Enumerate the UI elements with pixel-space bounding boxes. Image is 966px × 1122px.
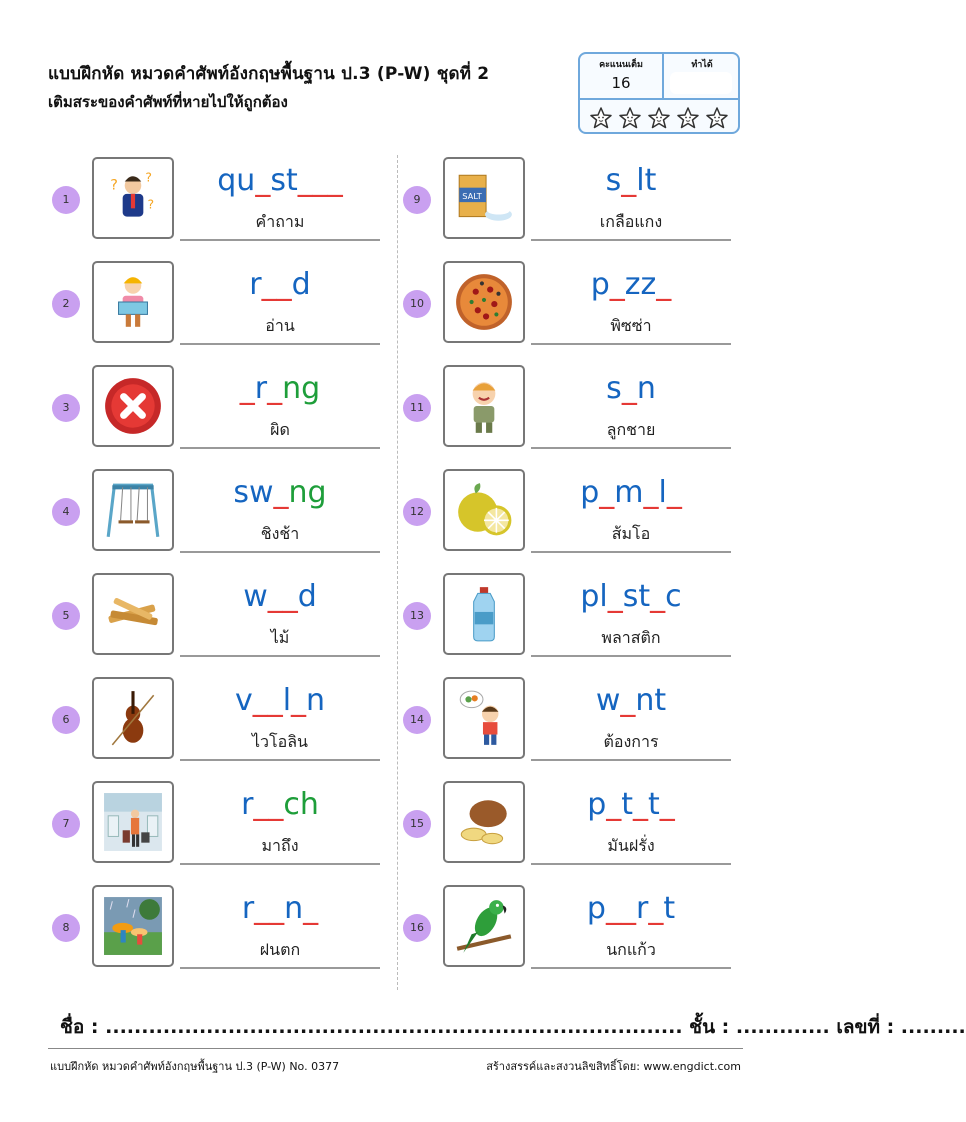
word-letters: p — [590, 267, 610, 302]
answer-underline — [180, 239, 380, 241]
answer-underline — [180, 967, 380, 969]
blank-slot[interactable]: _ — [606, 787, 622, 822]
item-picture-frame — [92, 261, 174, 343]
missing-vowel-word[interactable] — [531, 163, 731, 198]
item-picture-frame — [443, 157, 525, 239]
star-icon — [588, 106, 614, 130]
word-letters: lt — [636, 163, 657, 198]
blank-slot[interactable]: _ — [607, 579, 623, 614]
thai-meaning: ลูกชาย — [606, 420, 656, 439]
thai-meaning: ชิงช้า — [260, 524, 300, 543]
full-score-value: 16 — [611, 74, 631, 92]
item-number: 14 — [403, 706, 431, 734]
answer-underline — [531, 239, 731, 241]
answer-underline — [531, 967, 731, 969]
student-info-line: ชื่อ : ................................................................................ ชั้น : ............. เลขที่ : ......... — [60, 1016, 966, 1038]
blank-slot[interactable]: _ — [267, 371, 283, 406]
missing-vowel-word[interactable] — [531, 579, 731, 614]
blank-slot[interactable]: __ — [605, 891, 636, 926]
thai-meaning: นกแก้ว — [606, 940, 656, 959]
missing-vowel-word[interactable] — [531, 683, 731, 718]
thai-meaning: เกลือแกง — [599, 212, 663, 231]
footer-copyright: สร้างสรรค์และสงวนลิขสิทธิ์โดย: www.engdict.com — [486, 1060, 741, 1073]
word-letters: l — [282, 683, 292, 718]
svg-text:?: ? — [145, 169, 152, 185]
blank-slot[interactable]: _ — [643, 475, 659, 510]
thai-meaning: ไวโอลิน — [252, 732, 308, 751]
item-number: 7 — [52, 810, 80, 838]
missing-vowel-word[interactable] — [531, 475, 731, 510]
blank-slot[interactable]: __ — [253, 787, 284, 822]
word-letters: st — [622, 579, 651, 614]
answer-underline — [531, 447, 731, 449]
blank-slot[interactable]: _ — [609, 267, 625, 302]
missing-vowel-word[interactable] — [180, 163, 380, 198]
blank-slot[interactable]: ___ — [297, 163, 343, 198]
thai-meaning: ส้มโอ — [611, 524, 651, 543]
svg-text:SALT: SALT — [462, 191, 482, 202]
swing-icon — [102, 479, 164, 541]
word-letters: m — [614, 475, 644, 510]
blank-slot[interactable]: __ — [267, 579, 298, 614]
word-letters: ch — [283, 787, 319, 822]
word-letters: l — [658, 475, 667, 510]
footer-worksheet-id: แบบฝึกหัด หมวดคำศัพท์อังกฤษพื้นฐาน ป.3 (P-W) No. 0377 — [50, 1060, 340, 1073]
word-letters: r — [241, 891, 255, 926]
star-icon — [617, 106, 643, 130]
thai-meaning: มันฝรั่ง — [607, 836, 655, 855]
item-number: 12 — [403, 498, 431, 526]
answer-underline — [180, 343, 380, 345]
got-score-cell — [664, 54, 740, 100]
thai-meaning: พลาสติก — [601, 628, 661, 647]
blank-slot[interactable]: __ — [254, 891, 285, 926]
word-letters: sw — [233, 475, 274, 510]
parrot-icon — [453, 895, 515, 957]
word-letters: p — [587, 787, 607, 822]
item-number: 2 — [52, 290, 80, 318]
answer-underline — [180, 655, 380, 657]
thai-meaning: ผิด — [270, 420, 290, 439]
star-icon — [704, 106, 730, 130]
blank-slot[interactable]: _ — [620, 683, 636, 718]
svg-text:?: ? — [110, 177, 118, 194]
blank-slot[interactable]: _ — [650, 579, 666, 614]
blank-slot[interactable]: __ — [261, 267, 292, 302]
pomelo-icon — [453, 479, 515, 541]
thai-meaning: พิซซ่า — [610, 316, 652, 335]
blank-slot[interactable]: _ — [273, 475, 289, 510]
word-letters: w — [595, 683, 621, 718]
missing-vowel-word[interactable] — [180, 787, 380, 822]
missing-vowel-word[interactable] — [531, 267, 731, 302]
item-picture-frame — [92, 781, 174, 863]
wood-icon — [102, 583, 164, 645]
word-letters: r — [249, 267, 262, 302]
blank-slot[interactable]: _ — [648, 891, 664, 926]
score-box — [578, 52, 740, 134]
word-letters: v — [234, 683, 253, 718]
arrival-icon — [102, 791, 164, 853]
got-score-label: ทำได้ — [691, 60, 713, 70]
item-picture-frame — [443, 677, 525, 759]
answer-underline — [180, 863, 380, 865]
item-number: 9 — [403, 186, 431, 214]
word-letters: t — [648, 787, 660, 822]
item-number: 4 — [52, 498, 80, 526]
word-letters: nt — [635, 683, 667, 718]
word-letters: pl — [580, 579, 608, 614]
item-number: 8 — [52, 914, 80, 942]
thai-meaning: อ่าน — [265, 316, 295, 335]
got-score-field[interactable] — [670, 72, 732, 94]
thai-meaning: คำถาม — [255, 212, 305, 231]
word-letters: ng — [288, 475, 327, 510]
rain-icon — [102, 895, 164, 957]
thai-meaning: ไม้ — [270, 628, 290, 647]
answer-underline — [531, 655, 731, 657]
item-number: 3 — [52, 394, 80, 422]
word-letters: p — [580, 475, 600, 510]
answer-underline — [180, 447, 380, 449]
svg-text:?: ? — [147, 196, 155, 212]
blank-slot[interactable]: _ — [255, 163, 271, 198]
word-letters: w — [243, 579, 268, 614]
missing-vowel-word[interactable] — [180, 475, 380, 510]
answer-underline — [531, 551, 731, 553]
violin-icon — [102, 687, 164, 749]
missing-vowel-word[interactable] — [180, 267, 380, 302]
item-number: 15 — [403, 810, 431, 838]
word-letters: c — [665, 579, 682, 614]
item-number: 11 — [403, 394, 431, 422]
want-boy-icon — [453, 687, 515, 749]
answer-underline — [180, 551, 380, 553]
item-picture-frame — [92, 157, 174, 239]
page-title: แบบฝึกหัด หมวดคำศัพท์อังกฤษพื้นฐาน ป.3 (P-W) ชุดที่ 2 — [48, 64, 490, 84]
answer-underline — [180, 759, 380, 761]
footer-rule — [48, 1048, 743, 1049]
item-picture-frame — [92, 365, 174, 447]
full-score-label: คะแนนเต็ม — [599, 60, 643, 70]
word-letters: s — [605, 163, 622, 198]
item-picture-frame — [92, 677, 174, 759]
missing-vowel-word[interactable] — [180, 371, 380, 406]
item-picture-frame — [92, 469, 174, 551]
word-letters: qu — [217, 163, 256, 198]
star-icon — [675, 106, 701, 130]
page-subtitle: เติมสระของคำศัพท์ที่หายไปให้ถูกต้อง — [48, 93, 288, 111]
item-number: 13 — [403, 602, 431, 630]
word-letters: st — [270, 163, 298, 198]
blank-slot[interactable]: _ — [599, 475, 615, 510]
column-divider — [397, 155, 398, 990]
word-letters: n — [284, 891, 304, 926]
word-letters: d — [297, 579, 317, 614]
blank-slot[interactable]: _ — [666, 475, 682, 510]
salt-icon — [453, 167, 515, 229]
item-picture-frame — [443, 781, 525, 863]
star-rating — [588, 106, 730, 130]
word-letters: p — [586, 891, 606, 926]
word-letters: t — [621, 787, 634, 822]
item-number: 10 — [403, 290, 431, 318]
missing-vowel-word[interactable] — [531, 787, 731, 822]
full-score-cell — [580, 54, 664, 100]
blank-slot[interactable]: _ — [656, 267, 672, 302]
potato-icon — [453, 791, 515, 853]
answer-underline — [531, 343, 731, 345]
blank-slot[interactable]: _ — [633, 787, 649, 822]
word-letters: zz — [624, 267, 657, 302]
item-number: 5 — [52, 602, 80, 630]
blank-slot[interactable]: _ — [239, 371, 255, 406]
word-letters: n — [306, 683, 326, 718]
missing-vowel-word[interactable] — [531, 371, 731, 406]
item-number: 1 — [52, 186, 80, 214]
boy-icon — [453, 375, 515, 437]
blank-slot[interactable]: _ — [659, 787, 675, 822]
word-letters: d — [291, 267, 311, 302]
item-picture-frame — [443, 469, 525, 551]
item-number: 16 — [403, 914, 431, 942]
blank-slot[interactable]: _ — [621, 371, 637, 406]
blank-slot[interactable]: __ — [252, 683, 283, 718]
answer-underline — [531, 863, 731, 865]
missing-vowel-word[interactable] — [180, 891, 380, 926]
star-icon — [646, 106, 672, 130]
word-letters: ng — [282, 371, 321, 406]
blank-slot[interactable]: _ — [621, 163, 637, 198]
item-picture-frame — [92, 885, 174, 967]
missing-vowel-word[interactable] — [180, 683, 380, 718]
word-letters: s — [606, 371, 622, 406]
blank-slot[interactable]: _ — [303, 891, 319, 926]
answer-underline — [531, 759, 731, 761]
word-letters: t — [663, 891, 676, 926]
blank-slot[interactable]: _ — [291, 683, 307, 718]
reading-girl-icon — [102, 271, 164, 333]
thai-meaning: ฝนตก — [259, 940, 301, 959]
thai-meaning: มาถึง — [261, 836, 299, 855]
word-letters: n — [636, 371, 656, 406]
word-letters: r — [241, 787, 254, 822]
word-letters: r — [254, 371, 268, 406]
missing-vowel-word[interactable] — [531, 891, 731, 926]
pizza-icon — [453, 271, 515, 333]
question-man-icon — [102, 167, 164, 229]
thai-meaning: ต้องการ — [603, 732, 659, 751]
wrong-cross-icon — [102, 375, 164, 437]
item-picture-frame — [443, 261, 525, 343]
item-picture-frame — [443, 365, 525, 447]
item-number: 6 — [52, 706, 80, 734]
item-picture-frame — [443, 885, 525, 967]
item-picture-frame — [443, 573, 525, 655]
missing-vowel-word[interactable] — [180, 579, 380, 614]
word-letters: r — [635, 891, 649, 926]
item-picture-frame — [92, 573, 174, 655]
plastic-bottle-icon — [453, 583, 515, 645]
